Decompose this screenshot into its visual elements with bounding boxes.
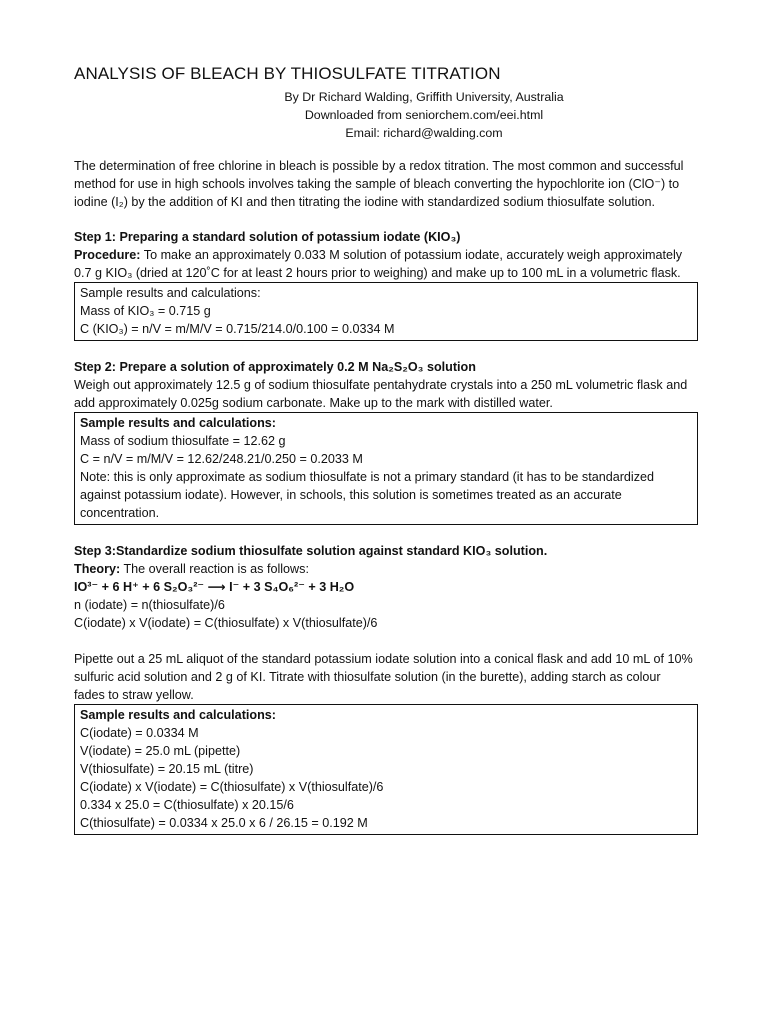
step1-results-box <box>74 282 698 341</box>
procedure-label: Procedure: <box>74 248 141 262</box>
step2-results-box <box>74 412 698 525</box>
reaction-equation: IO³⁻ + 6 H⁺ + 6 S₂O₃²⁻ ⟶ I⁻ + 3 S₄O₆²⁻ + 3 H₂O <box>74 580 355 594</box>
box-title: Sample results and calculations: <box>80 708 276 722</box>
document-title: ANALYSIS OF BLEACH BY THIOSULFATE TITRATION <box>74 64 501 83</box>
box-line: C(iodate) = 0.0334 M <box>80 726 199 740</box>
byline-email: Email: richard@walding.com <box>345 126 503 140</box>
step3-results-box <box>74 704 698 835</box>
spacer <box>74 632 694 650</box>
box-line: C (KIO₃) = n/V = m/M/V = 0.715/214.0/0.100 = 0.0334 M <box>80 322 395 336</box>
procedure-text: To make an approximately 0.033 M solution of potassium iodate, accurately weigh approximately 0.7 g KIO₃ (dried at 120˚C for at least 2 hours prior to weighing) and make up to 100 mL in a volumetric flask. <box>74 248 683 280</box>
byline-author: By Dr Richard Walding, Griffith University, Australia <box>284 90 564 104</box>
step1-heading: Step 1: Preparing a standard solution of potassium iodate (KIO₃) <box>74 230 461 244</box>
byline <box>154 88 694 142</box>
box-line: C(thiosulfate) = 0.0334 x 25.0 x 6 / 26.15 = 0.192 M <box>80 816 368 830</box>
box-title: Sample results and calculations: <box>80 286 261 300</box>
box-title: Sample results and calculations: <box>80 416 276 430</box>
box-line: Mass of sodium thiosulfate = 12.62 g <box>80 434 286 448</box>
pipette-paragraph: Pipette out a 25 mL aliquot of the standard potassium iodate solution into a conical flask and add 10 mL of 10% sulfuric acid solution and 2 g of KI. Titrate with thiosulfate solution (in the burette), adding starch as colour fades to straw yellow. <box>74 652 693 702</box>
step2-heading: Step 2: Prepare a solution of approximately 0.2 M Na₂S₂O₃ solution <box>74 360 476 374</box>
box-note: Note: this is only approximate as sodium thiosulfate is not a primary standard (it has to be standardized against potassium iodate). However, in schools, this solution is sometimes treated as an accurate concentration. <box>80 470 655 520</box>
byline-source: Downloaded from seniorchem.com/eei.html <box>304 108 544 122</box>
box-line: V(thiosulfate) = 20.15 mL (titre) <box>80 762 254 776</box>
mole-ratio-equation: n (iodate) = n(thiosulfate)/6 <box>74 598 225 612</box>
step3-theory <box>74 560 694 578</box>
step3-section <box>74 542 694 835</box>
step2-section <box>74 358 694 525</box>
box-line: V(iodate) = 25.0 mL (pipette) <box>80 744 241 758</box>
step2-text: Weigh out approximately 12.5 g of sodium thiosulfate pentahydrate crystals into a 250 mL volumetric flask and add approximately 0.025g sodium carbonate. Make up to the mark with distilled water. <box>74 378 688 410</box>
theory-text: The overall reaction is as follows: <box>120 562 309 576</box>
concentration-equation: C(iodate) x V(iodate) = C(thiosulfate) x V(thiosulfate)/6 <box>74 616 378 630</box>
step3-heading: Step 3:Standardize sodium thiosulfate solution against standard KIO₃ solution. <box>74 544 548 558</box>
box-line: C = n/V = m/M/V = 12.62/248.21/0.250 = 0.2033 M <box>80 452 363 466</box>
box-line: Mass of KIO₃ = 0.715 g <box>80 304 211 318</box>
box-line: C(iodate) x V(iodate) = C(thiosulfate) x V(thiosulfate)/6 <box>80 780 384 794</box>
theory-label: Theory: <box>74 562 121 576</box>
intro-paragraph: The determination of free chlorine in bleach is possible by a redox titration. The most common and successful method for use in high schools involves taking the sample of bleach converting the hypochlorite ion (ClO⁻) to iodine (I₂) by the addition of KI and then titrating the iodine with standardized sodium thiosulfate solution. <box>74 159 684 209</box>
box-line: 0.334 x 25.0 = C(thiosulfate) x 20.15/6 <box>80 798 294 812</box>
step1-section <box>74 228 694 341</box>
step1-procedure <box>74 246 694 282</box>
